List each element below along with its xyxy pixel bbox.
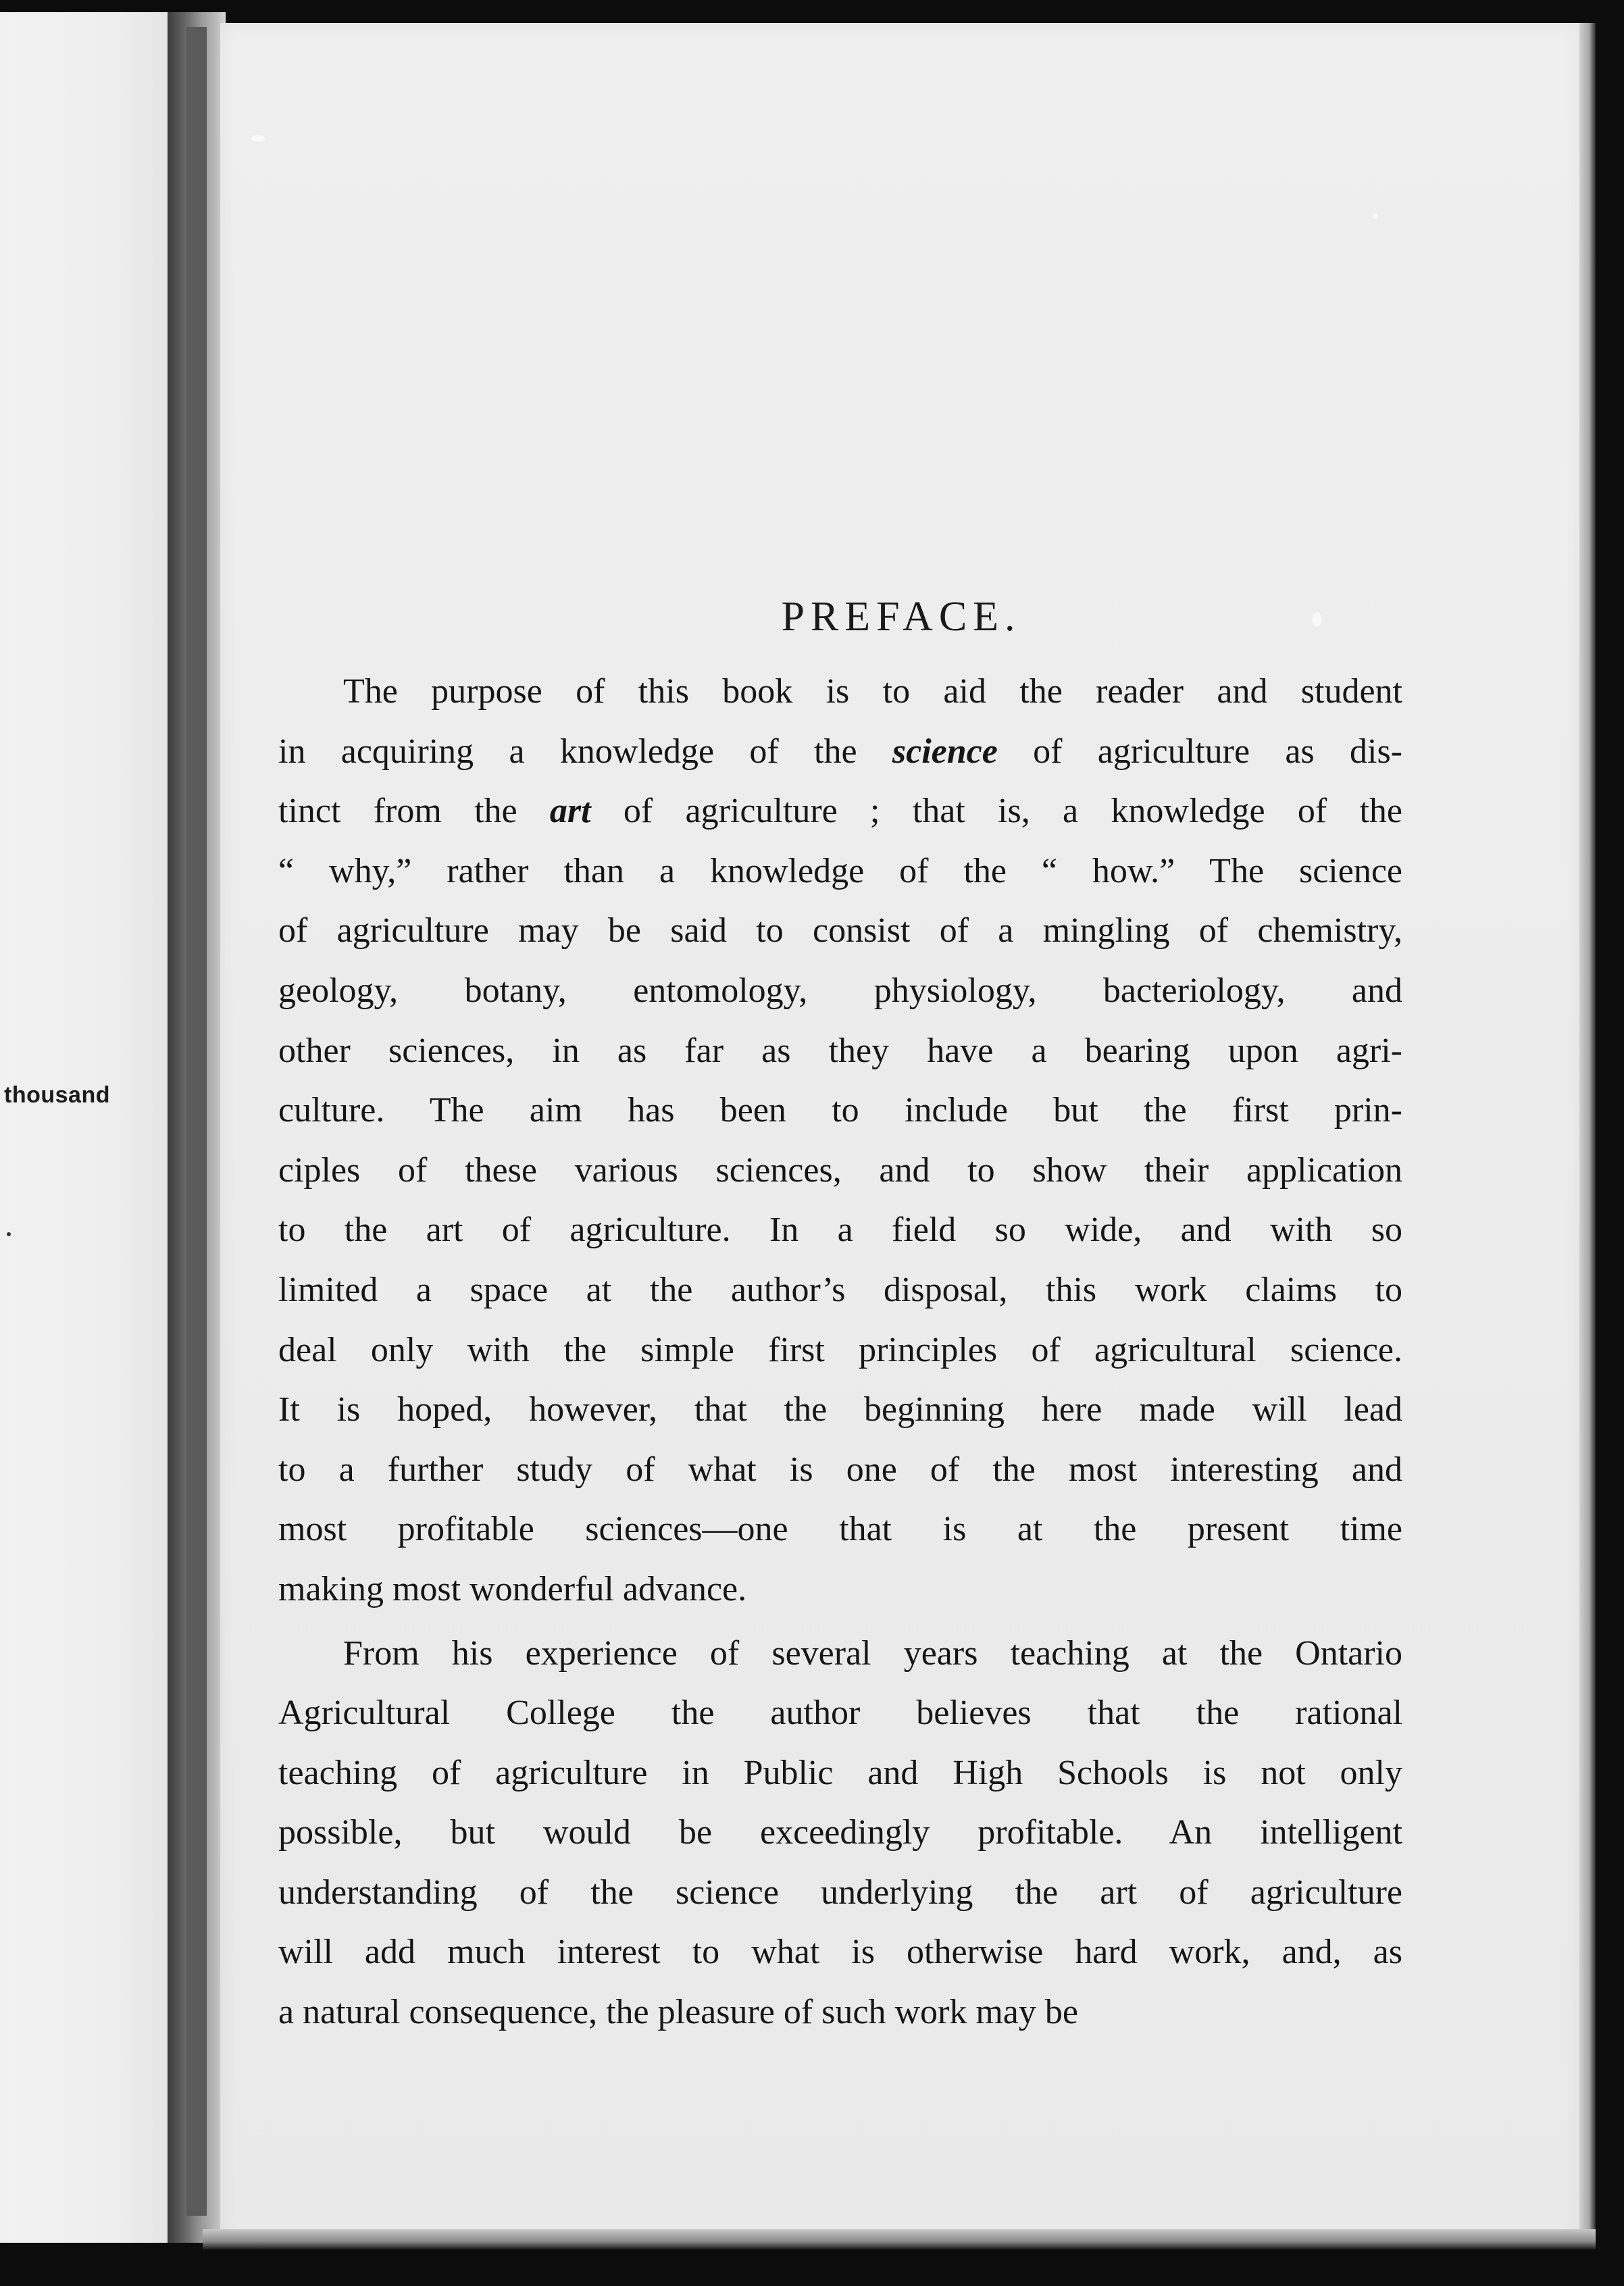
- text-line: deal only with the simple first principles of agricultural science.: [278, 1330, 1402, 1369]
- text-line: possible, but would be exceedingly profitable. An intelligent: [278, 1813, 1402, 1852]
- margin-word: thousand: [4, 1082, 110, 1108]
- text-line: limited a space at the author’s disposal, this work claims to: [278, 1270, 1402, 1309]
- text-line: most profitable sciences—one that is at the present time: [278, 1510, 1402, 1549]
- text-line: will add much interest to what is otherwise hard work, and, as: [278, 1933, 1402, 1972]
- paragraph: [278, 1624, 1402, 2043]
- text-line: other sciences, in as far as they have a bearing upon agri-: [278, 1031, 1402, 1070]
- text-line: ciples of these various sciences, and to show their application: [278, 1150, 1402, 1190]
- text-line: The purpose of this book is to aid the reader and student: [343, 672, 1402, 711]
- text-line: Agricultural College the author believes that the rational: [278, 1694, 1402, 1733]
- paragraph: [278, 662, 1402, 1620]
- text-line: teaching of agriculture in Public and High Schools is not only: [278, 1753, 1402, 1792]
- ink-dot: [7, 1232, 11, 1236]
- text-line: a natural consequence, the pleasure of such work may be: [278, 1993, 1078, 2032]
- text-line: making most wonderful advance.: [278, 1569, 747, 1608]
- text-line: to the art of agriculture. In a field so wide, and with so: [278, 1211, 1402, 1250]
- preface-body: [278, 662, 1402, 2043]
- text-line: in acquiring a knowledge of the science of agriculture as dis-: [278, 732, 1402, 771]
- page-edge-right: [1579, 23, 1596, 2245]
- text-line: tinct from the art of agriculture ; that is, a knowledge of the: [278, 792, 1402, 831]
- text-line: to a further study of what is one of the most interesting and: [278, 1450, 1402, 1489]
- page-title: PREFACE.: [781, 593, 1021, 640]
- gutter-shadow: [186, 27, 207, 2216]
- text-line: culture. The aim has been to include but the first prin-: [278, 1091, 1402, 1130]
- text-line: understanding of the science underlying the art of agriculture: [278, 1873, 1402, 1912]
- paper-speck: [1373, 213, 1378, 219]
- text-line: It is hoped, however, that the beginning here made will lead: [278, 1390, 1402, 1429]
- emphasis: science: [892, 732, 998, 771]
- paragraph-container: [278, 662, 1402, 2043]
- paper-speck: [251, 135, 265, 142]
- previous-page: [0, 12, 168, 2243]
- emphasis: art: [549, 792, 591, 831]
- text-line: From his experience of several years teaching at the Ontario: [343, 1633, 1402, 1673]
- text-line: geology, botany, entomology, physiology, bacteriology, and: [278, 971, 1402, 1010]
- text-line: of agriculture may be said to consist of a mingling of chemistry,: [278, 911, 1402, 950]
- text-line: “ why,” rather than a knowledge of the “ how.” The science: [278, 851, 1402, 890]
- page-edge-bottom: [203, 2229, 1596, 2250]
